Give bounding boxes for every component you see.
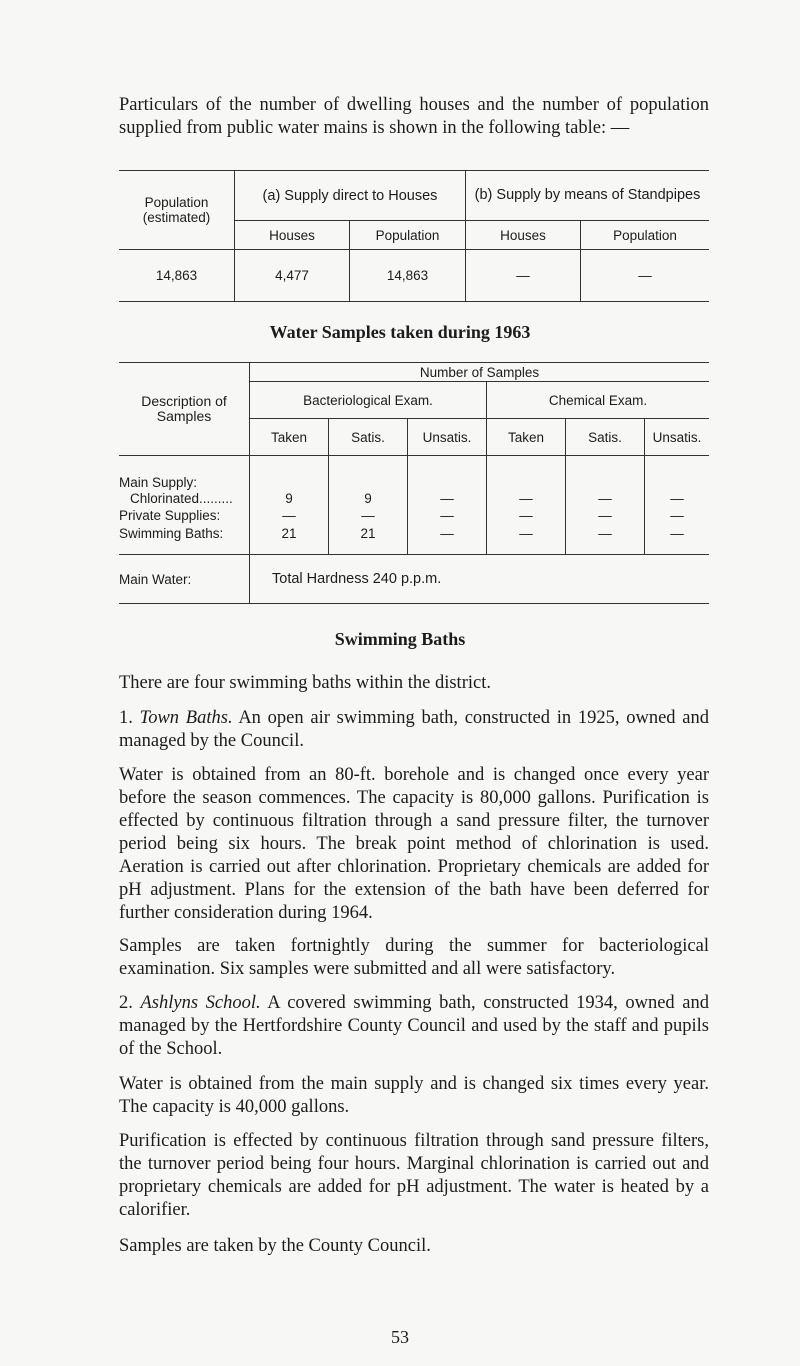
subheader-b-population: Population [581, 221, 710, 250]
row-label-main-supply: Main Supply: [119, 475, 198, 490]
table-cell: — [487, 524, 566, 555]
row-label-chlorinated: Chlorinated......... [130, 491, 233, 506]
samples-heading: Water Samples taken during 1963 [269, 322, 531, 342]
table-cell: — [566, 490, 645, 507]
table-cell: — [408, 507, 487, 524]
table-cell: — [408, 490, 487, 507]
subheader-chem-taken: Taken [487, 419, 566, 456]
paragraph-ashlyns-school [119, 992, 709, 1061]
supply-table [119, 170, 709, 302]
paragraph-ashlyns-water: Water is obtained from the main supply and is changed six times every year. The capacity is 40,000 gallons. [119, 1074, 709, 1117]
paragraph-town-baths-samples: Samples are taken fortnightly during the summer for bacteriological examination. Six samples were submitted and all were satisfactory. [119, 936, 709, 979]
table-cell: 21 [250, 524, 329, 555]
table-cell: — [250, 507, 329, 524]
table-cell: — [566, 524, 645, 555]
intro-paragraph: Particulars of the number of dwelling houses and the number of population supplied from public water mains is shown in the following table: — [119, 95, 709, 138]
subheader-bact-taken: Taken [250, 419, 329, 456]
paragraph-four-baths: There are four swimming baths within the district. [119, 673, 491, 693]
table-cell: 9 [329, 490, 408, 507]
paragraph-town-baths-water: Water is obtained from an 80-ft. borehole and is changed once every year before the season commences. The capacity is 80,000 gallons. Purification is effected by continuous filtration through a sand pressure filter, the turnover period being six hours. The break point method of chlorination is used. Aeration is carried out after chlorination. Proprietary chemicals are added for pH adjustment. Plans for the extension of the bath have been deferred for further consideration during 1964. [119, 765, 709, 923]
paragraph-town-baths [119, 707, 709, 753]
cell-population: 14,863 [155, 268, 198, 283]
item-number: 1. [119, 708, 133, 728]
item-title: Ashlyns School. [140, 993, 261, 1013]
subheader-b-houses: Houses [466, 221, 581, 250]
header-bacteriological: Bacteriological Exam. [250, 382, 487, 419]
table-cell: — [566, 507, 645, 524]
subheader-a-population: Population [350, 221, 466, 250]
header-number-of-samples: Number of Samples [250, 363, 710, 382]
subheader-bact-unsatis: Unsatis. [408, 419, 487, 456]
main-water-hardness: Total Hardness 240 p.p.m. [250, 555, 710, 604]
cell-a-houses: 4,477 [235, 250, 350, 302]
swimming-heading: Swimming Baths [334, 629, 466, 649]
header-supply-standpipes: (b) Supply by means of Standpipes [466, 171, 710, 221]
cell-a-population: 14,863 [350, 250, 466, 302]
item-text: An open air swimming bath, constructed in 1925, owned and managed by the Council. [119, 708, 710, 751]
subheader-bact-satis: Satis. [329, 419, 408, 456]
table-cell: — [645, 524, 710, 555]
table-cell: 21 [329, 524, 408, 555]
page-number: 53 [391, 1327, 409, 1347]
subheader-a-houses: Houses [235, 221, 350, 250]
subheader-chem-unsatis: Unsatis. [645, 419, 710, 456]
table-cell: — [487, 490, 566, 507]
header-chemical: Chemical Exam. [487, 382, 710, 419]
item-title: Town Baths. [139, 708, 233, 728]
table-cell: 9 [250, 490, 329, 507]
row-label-swimming-baths: Swimming Baths: [119, 525, 224, 541]
paragraph-ashlyns-samples: Samples are taken by the County Council. [119, 1236, 431, 1256]
table-cell: — [329, 507, 408, 524]
table-cell: — [645, 507, 710, 524]
table-cell: — [408, 524, 487, 555]
row-label-private-supplies: Private Supplies: [119, 508, 221, 523]
table-cell: — [645, 490, 710, 507]
item-number: 2. [119, 993, 133, 1013]
row-label-main-water: Main Water: [119, 571, 192, 587]
header-description: Description of Samples [141, 393, 227, 424]
header-population-estimated: Population (estimated) [142, 195, 211, 225]
samples-table [119, 362, 709, 604]
subheader-chem-satis: Satis. [566, 419, 645, 456]
paragraph-ashlyns-purification: Purification is effected by continuous filtration through sand pressure filters, the turnover period being four hours. Marginal chlorination is carried out and proprietary chemicals are added for pH adjustment. The water is heated by a calorifier. [119, 1131, 709, 1220]
table-cell: — [487, 507, 566, 524]
item-text: A covered swimming bath, constructed 1934, owned and managed by the Hertfordshire County Council and used by the staff and pupils of the School. [119, 993, 710, 1059]
cell-b-population: — [581, 250, 710, 302]
cell-b-houses: — [466, 250, 581, 302]
header-supply-direct: (a) Supply direct to Houses [235, 171, 466, 221]
